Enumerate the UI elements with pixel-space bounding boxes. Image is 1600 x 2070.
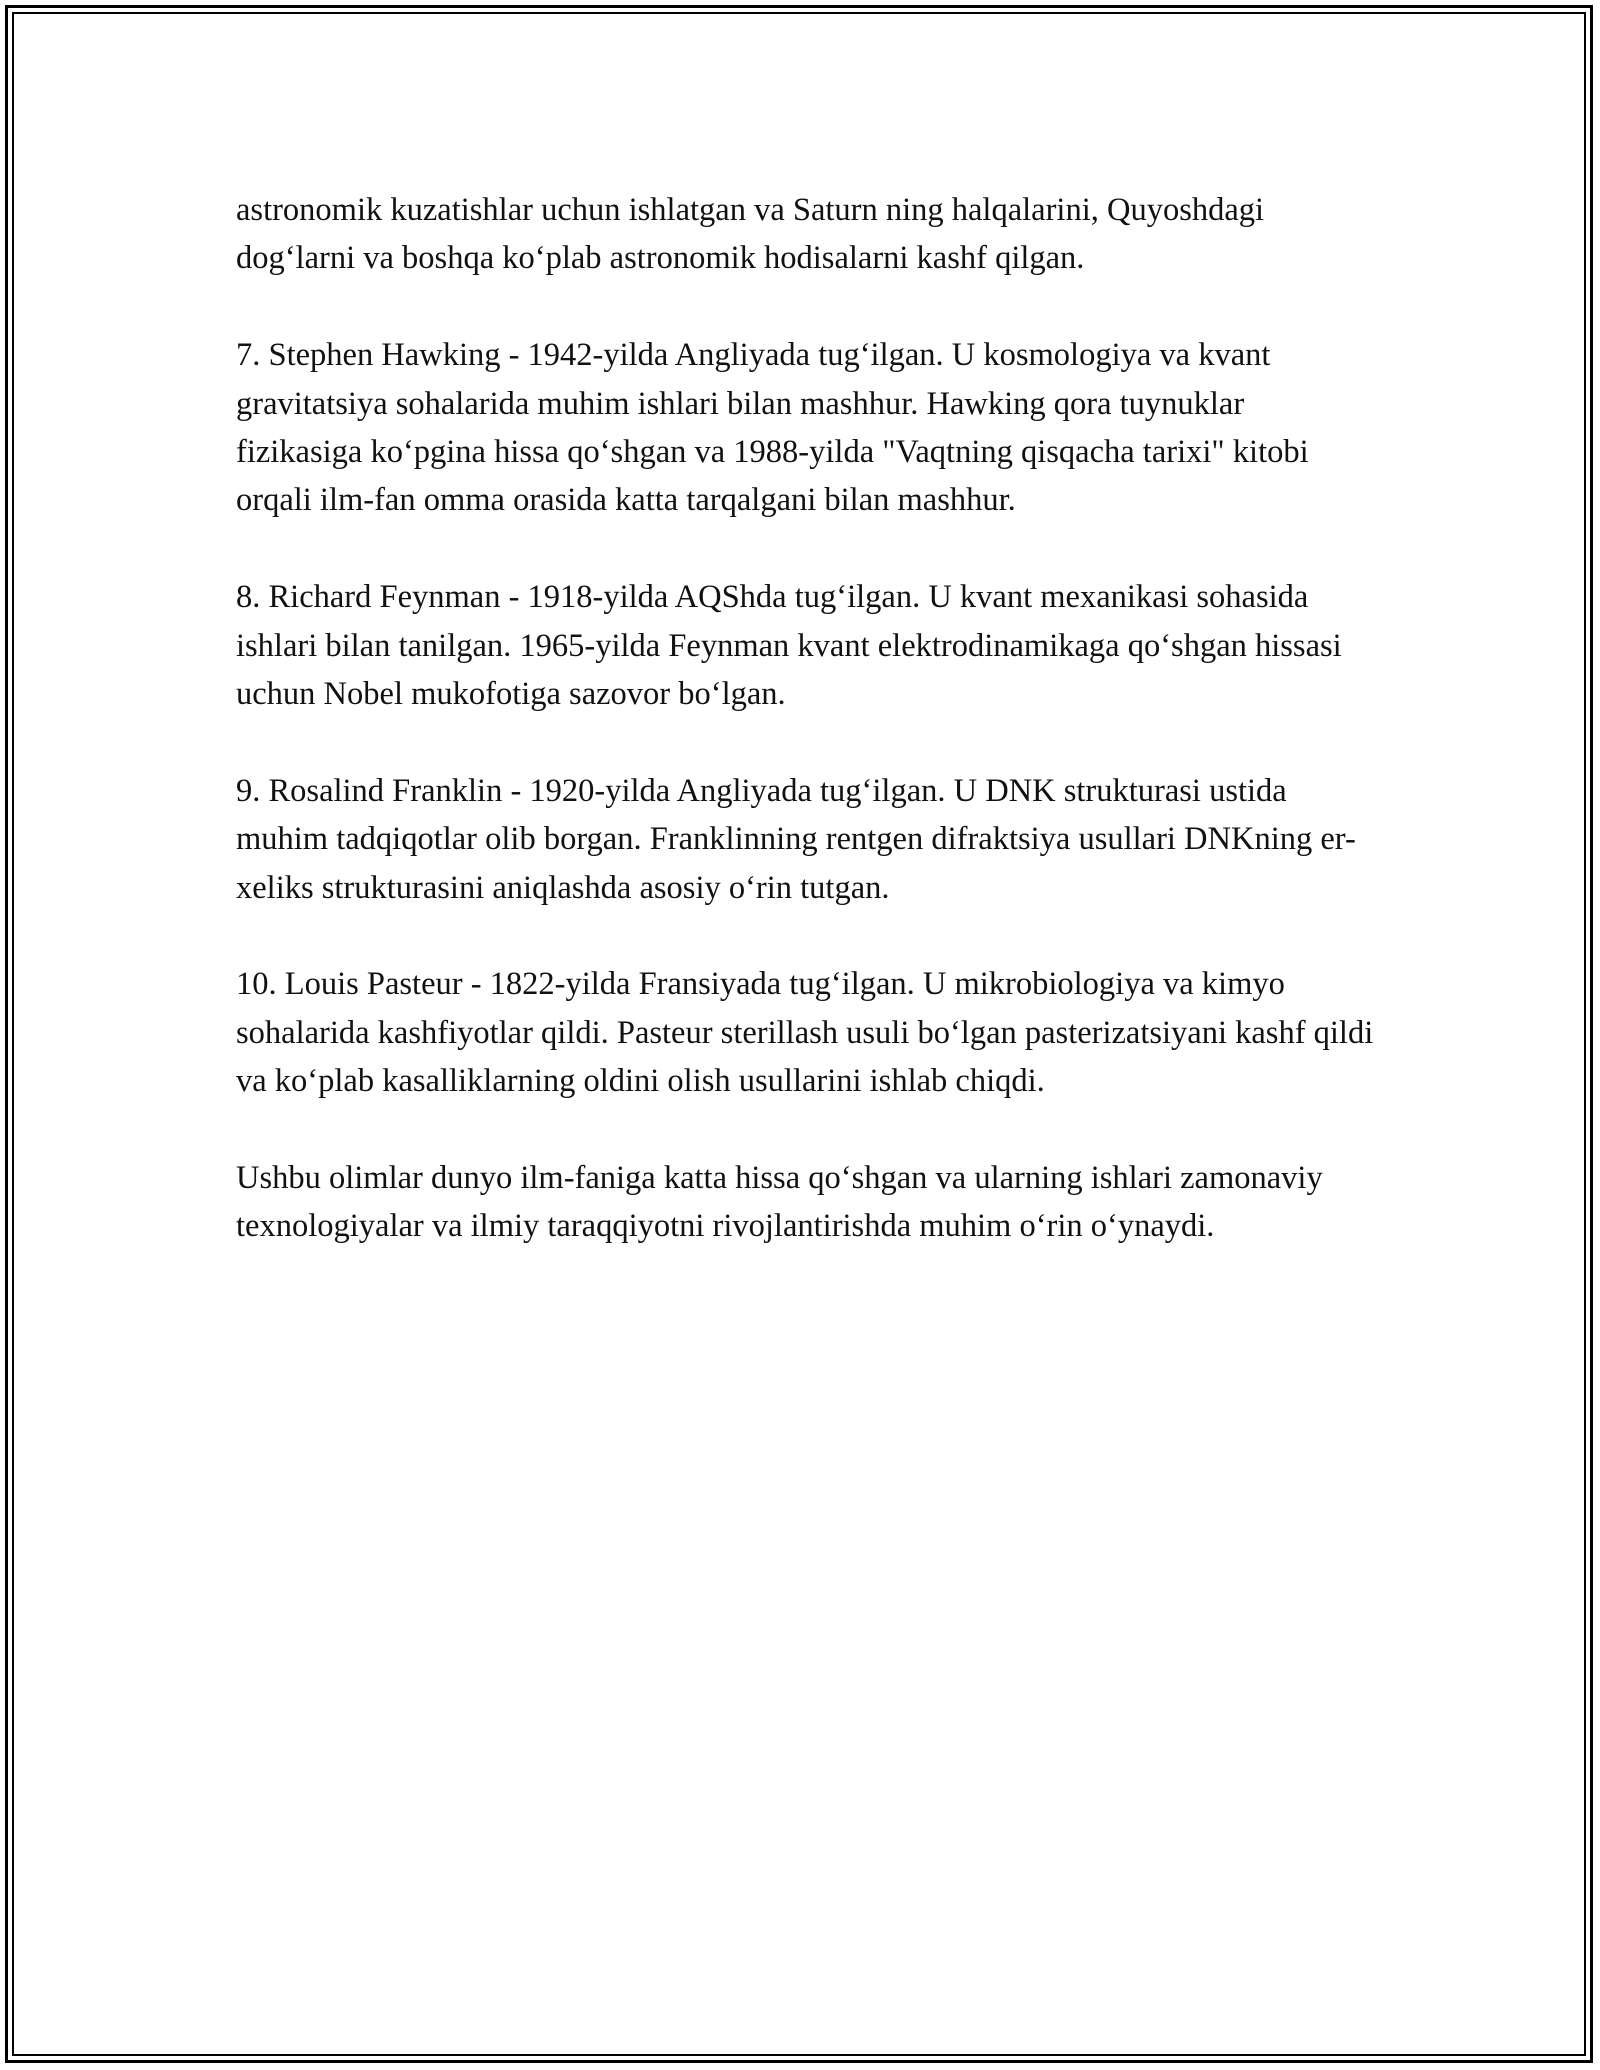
paragraph-richard-feynman: 8. Richard Feynman - 1918-yilda AQShda tug‘ilgan. U kvant mexanikasi sohasida ishlari bilan tanilgan. 1965-yilda Feynman kvant elektrodinamikaga qo‘shgan hissasi uchun Nobel mukofotiga sazovor bo‘lgan.	[236, 579, 1342, 713]
paragraph-rosalind-franklin: 9. Rosalind Franklin - 1920-yilda Angliyada tug‘ilgan. U DNK strukturasi ustida muhim tadqiqotlar olib borgan. Franklinning rentgen difraktsiya usullari DNKning er-xeliks strukturasini aniqlashda asosiy o‘rin tutgan.	[236, 772, 1356, 906]
paragraph-conclusion: Ushbu olimlar dunyo ilm-faniga katta hissa qo‘shgan va ularning ishlari zamonaviy texnologiyalar va ilmiy taraqqiyotni rivojlantirishda muhim o‘rin o‘ynaydi.	[236, 1160, 1323, 1245]
document-body	[236, 186, 1376, 1299]
paragraph-louis-pasteur: 10. Louis Pasteur - 1822-yilda Fransiyada tug‘ilgan. U mikrobiologiya va kimyo sohalarida kashfiyotlar qildi. Pasteur sterillash usuli bo‘lgan pasterizatsiyani kashf qildi va ko‘plab kasalliklarning oldini olish usullarini ishlab chiqdi.	[236, 966, 1374, 1100]
paragraph-stephen-hawking: 7. Stephen Hawking - 1942-yilda Angliyada tug‘ilgan. U kosmologiya va kvant gravitatsiya sohalarida muhim ishlari bilan mashhur. Hawking qora tuynuklar fizikasiga ko‘pgina hissa qo‘shgan va 1988-yilda "Vaqtning qisqacha tarixi" kitobi orqali ilm-fan omma orasida katta tarqalgani bilan mashhur.	[236, 337, 1309, 519]
paragraph-galileo-continuation: astronomik kuzatishlar uchun ishlatgan va Saturn ning halqalarini, Quyoshdagi dog‘larni va boshqa ko‘plab astronomik hodisalarni kashf qilgan.	[236, 192, 1265, 277]
